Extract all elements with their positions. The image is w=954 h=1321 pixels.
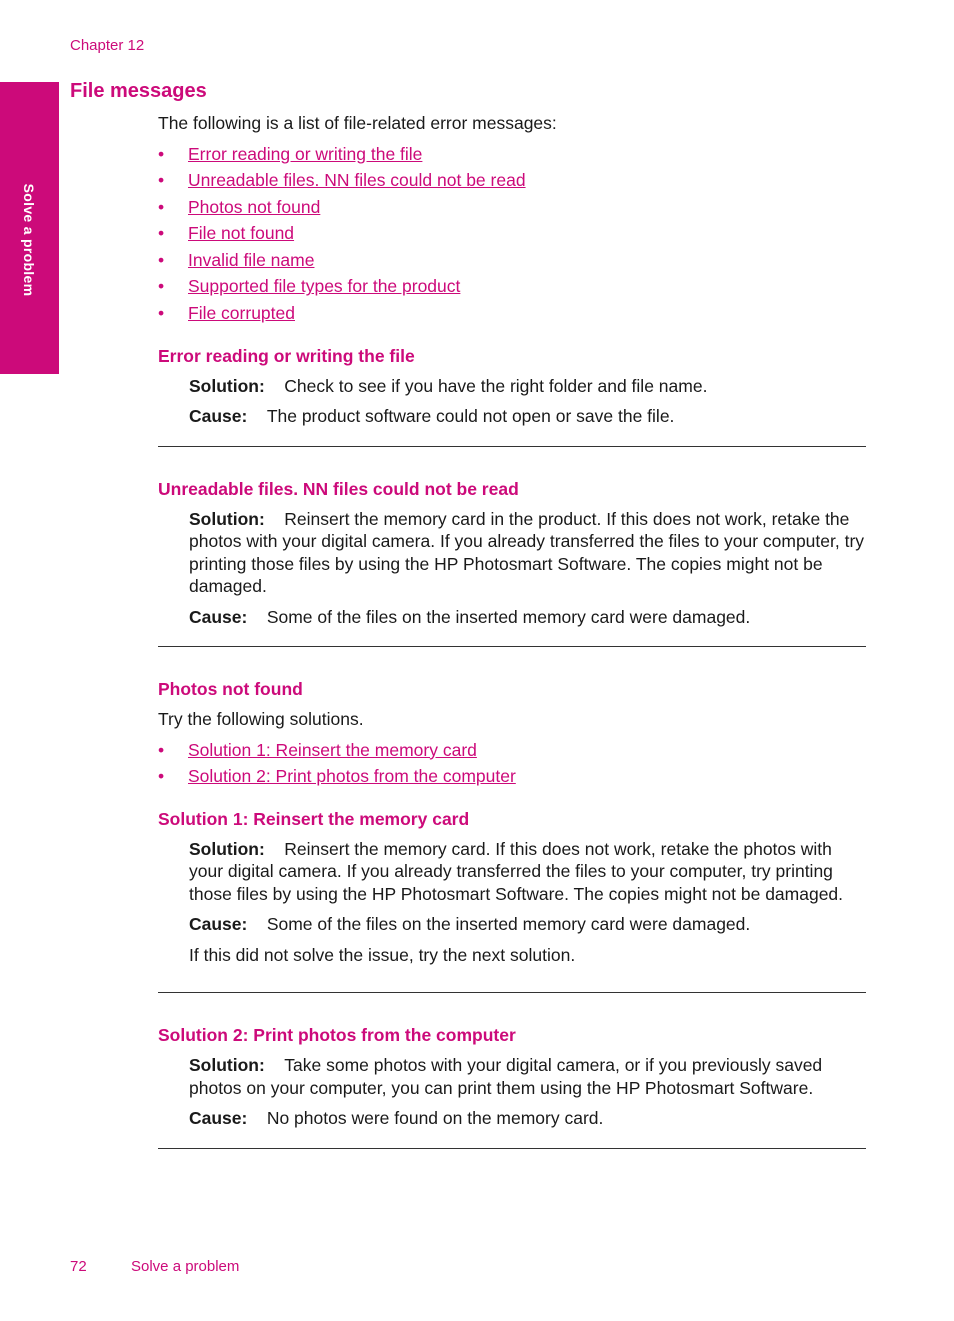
bullet-icon: •: [158, 739, 165, 760]
link-photos-not-found[interactable]: Photos not found: [188, 196, 321, 217]
cause-text: No photos were found on the memory card.: [266, 1108, 604, 1129]
footer-section-name: Solve a problem: [131, 1258, 240, 1275]
solution-link-list: [158, 739, 866, 792]
solution-paragraph: [158, 508, 866, 598]
solution-label: Solution:: [189, 375, 265, 396]
cause-text: The product software could not open or save the file.: [266, 406, 675, 427]
bullet-icon: •: [158, 143, 165, 164]
solution-text: Take some photos with your digital camera, or if you previously saved photos on your computer, you can print them using the HP Photosmart Software.: [189, 1055, 823, 1098]
bullet-icon: •: [158, 196, 165, 217]
heading-error-reading-writing: Error reading or writing the file: [158, 345, 415, 366]
bullet-icon: •: [158, 276, 165, 297]
solution-paragraph: [158, 375, 866, 398]
cause-label: Cause:: [189, 1108, 248, 1129]
link-error-reading-writing[interactable]: Error reading or writing the file: [188, 143, 423, 164]
list-item: [158, 143, 866, 170]
bullet-icon: •: [158, 170, 165, 191]
link-file-corrupted[interactable]: File corrupted: [188, 303, 295, 324]
solution-label: Solution:: [189, 838, 265, 859]
link-file-not-found[interactable]: File not found: [188, 223, 295, 244]
link-invalid-file-name[interactable]: Invalid file name: [188, 249, 315, 270]
page-number: 72: [70, 1258, 87, 1275]
link-supported-file-types[interactable]: Supported file types for the product: [188, 276, 461, 297]
message-link-list: [158, 143, 866, 329]
solution-label: Solution:: [189, 508, 265, 529]
page-content: [158, 112, 866, 1149]
photos-not-found-intro: Try the following solutions.: [158, 709, 364, 730]
cause-label: Cause:: [189, 406, 248, 427]
list-item: [158, 169, 866, 196]
solution-text: Reinsert the memory card. If this does not work, retake the photos with your digital camera. If you already transferred the files to your computer, try printing those files by using the HP Photosmart Software. The copies might not be damaged.: [189, 838, 844, 904]
bullet-icon: •: [158, 249, 165, 270]
section-divider: [158, 1148, 866, 1149]
cause-label: Cause:: [189, 914, 248, 935]
section-divider: [158, 992, 866, 993]
solution-label: Solution:: [189, 1055, 265, 1076]
cause-paragraph: [158, 913, 866, 936]
solution-paragraph: [158, 838, 866, 906]
bullet-icon: •: [158, 766, 165, 787]
cause-label: Cause:: [189, 606, 248, 627]
cause-paragraph: [158, 606, 866, 629]
list-item: [158, 302, 866, 329]
list-item: [158, 765, 866, 792]
bullet-icon: •: [158, 223, 165, 244]
solution-text: Reinsert the memory card in the product. If this does not work, retake the photos with your digital camera. If you already transferred the files to your computer, try printing those files by using the HP Photosmart Software. The copies might not be damaged.: [189, 508, 865, 597]
list-item: [158, 222, 866, 249]
cause-text: Some of the files on the inserted memory card were damaged.: [266, 606, 751, 627]
chapter-label: Chapter 12: [70, 37, 145, 54]
link-solution-1[interactable]: Solution 1: Reinsert the memory card: [188, 739, 477, 760]
section-divider: [158, 446, 866, 447]
heading-solution-2: Solution 2: Print photos from the computer: [158, 1025, 516, 1046]
section-divider: [158, 646, 866, 647]
cause-text: Some of the files on the inserted memory card were damaged.: [266, 914, 751, 935]
side-tab: [0, 82, 59, 374]
list-item: [158, 739, 866, 766]
cause-paragraph: [158, 405, 866, 428]
link-solution-2[interactable]: Solution 2: Print photos from the computer: [188, 766, 516, 787]
next-solution-note: If this did not solve the issue, try the next solution.: [189, 944, 576, 965]
solution-text: Check to see if you have the right folder and file name.: [284, 375, 708, 396]
list-item: [158, 275, 866, 302]
heading-unreadable-files: Unreadable files. NN files could not be read: [158, 478, 519, 499]
link-unreadable-files[interactable]: Unreadable files. NN files could not be read: [188, 170, 526, 191]
list-item: [158, 249, 866, 276]
heading-photos-not-found: Photos not found: [158, 679, 303, 700]
cause-paragraph: [158, 1107, 866, 1130]
solution-paragraph: [158, 1054, 866, 1099]
intro-text: The following is a list of file-related error messages:: [158, 113, 557, 133]
bullet-icon: •: [158, 303, 165, 324]
list-item: [158, 196, 866, 223]
side-tab-label: Solve a problem: [21, 183, 37, 297]
heading-solution-1: Solution 1: Reinsert the memory card: [158, 808, 470, 829]
page-title: File messages: [70, 80, 207, 102]
